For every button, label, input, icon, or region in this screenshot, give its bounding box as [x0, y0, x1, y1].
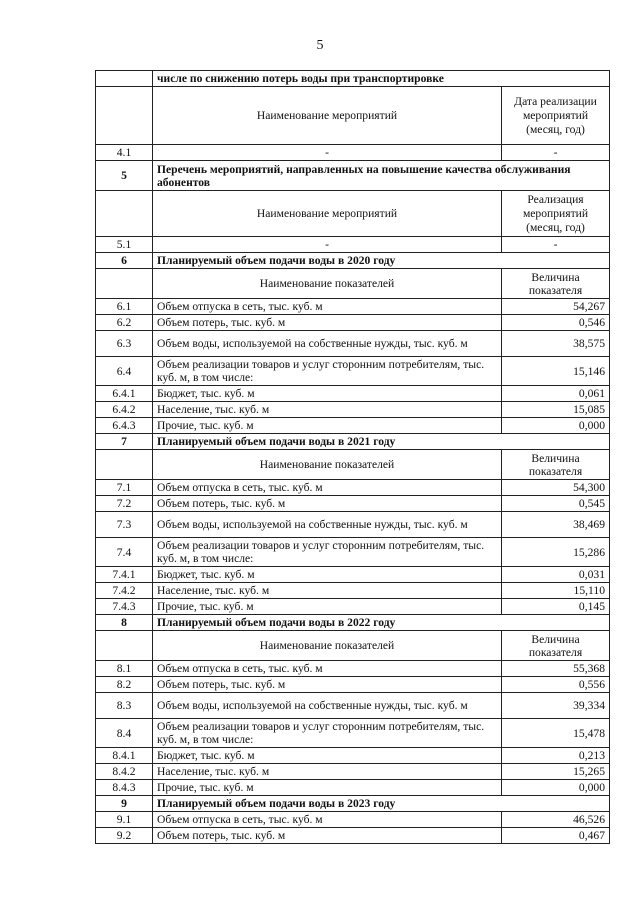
- row-name: -: [153, 145, 502, 161]
- year-title: Планируемый объем подачи воды в 2023 году: [153, 796, 610, 812]
- row-value: 54,267: [502, 299, 610, 315]
- measures-table: [95, 70, 610, 844]
- row-number: 6.4.1: [96, 386, 153, 402]
- table-row: [96, 677, 610, 693]
- row-value: 46,526: [502, 812, 610, 828]
- row-value: 0,031: [502, 567, 610, 583]
- table-row: [96, 780, 610, 796]
- row-name: Объем отпуска в сеть, тыс. куб. м: [153, 480, 502, 496]
- row-value: 55,368: [502, 661, 610, 677]
- row-name: Бюджет, тыс. куб. м: [153, 567, 502, 583]
- row-name: Прочие, тыс. куб. м: [153, 599, 502, 615]
- year-number: 8: [96, 615, 153, 631]
- sec4-col-measures: Наименование мероприятий: [153, 87, 502, 145]
- table-row: [96, 583, 610, 599]
- year-title: Планируемый объем подачи воды в 2022 году: [153, 615, 610, 631]
- year-number: 6: [96, 253, 153, 269]
- row-number: 7.3: [96, 512, 153, 538]
- table-row: [96, 315, 610, 331]
- table-row: [96, 719, 610, 748]
- year-header-num-cell: [96, 269, 153, 299]
- table-row: [96, 538, 610, 567]
- row-name: Население, тыс. куб. м: [153, 764, 502, 780]
- row-name: Бюджет, тыс. куб. м: [153, 386, 502, 402]
- table-row: [96, 496, 610, 512]
- row-number: 4.1: [96, 145, 153, 161]
- col-value-header: Величина показателя: [502, 450, 610, 480]
- table-row: [96, 145, 610, 161]
- row-name: Объем потерь, тыс. куб. м: [153, 315, 502, 331]
- row-name: Объем потерь, тыс. куб. м: [153, 677, 502, 693]
- year-header-row: [96, 450, 610, 480]
- row-name: Объем воды, используемой на собственные нужды, тыс. куб. м: [153, 512, 502, 538]
- row-number: 6.1: [96, 299, 153, 315]
- row-number: 8.4.1: [96, 748, 153, 764]
- row-number: 7.4.2: [96, 583, 153, 599]
- row-value: 0,467: [502, 828, 610, 844]
- row-value: -: [502, 145, 610, 161]
- sec5-header-row: [96, 191, 610, 237]
- row-number: 8.4: [96, 719, 153, 748]
- table-row: [96, 599, 610, 615]
- row-number: 6.4.2: [96, 402, 153, 418]
- row-number: 9.2: [96, 828, 153, 844]
- year-title-row: [96, 253, 610, 269]
- year-title: Планируемый объем подачи воды в 2020 году: [153, 253, 610, 269]
- sec5-title: Перечень мероприятий, направленных на повышение качества обслуживания абонентов: [153, 161, 610, 191]
- row-name: Объем реализации товаров и услуг сторонним потребителям, тыс. куб. м, в том числе:: [153, 538, 502, 567]
- sec4-header-row: [96, 87, 610, 145]
- year-header-num-cell: [96, 450, 153, 480]
- row-value: 15,146: [502, 357, 610, 386]
- row-number: 8.2: [96, 677, 153, 693]
- year-title-row: [96, 796, 610, 812]
- table-row: [96, 764, 610, 780]
- sec5-col-measures: Наименование мероприятий: [153, 191, 502, 237]
- sec4-col-date: Дата реализации мероприятий (месяц, год): [502, 87, 610, 145]
- table-row: [96, 386, 610, 402]
- col-value-header: Величина показателя: [502, 269, 610, 299]
- table-row: [96, 480, 610, 496]
- row-value: 0,213: [502, 748, 610, 764]
- sec5-col-date: Реализация мероприятий (месяц, год): [502, 191, 610, 237]
- row-number: 8.4.2: [96, 764, 153, 780]
- row-number: 9.1: [96, 812, 153, 828]
- row-name: Объем реализации товаров и услуг сторонним потребителям, тыс. куб. м, в том числе:: [153, 719, 502, 748]
- caption-row: [96, 71, 610, 87]
- row-number: 7.1: [96, 480, 153, 496]
- table-row: [96, 828, 610, 844]
- row-value: 15,478: [502, 719, 610, 748]
- year-header-row: [96, 269, 610, 299]
- row-name: Объем потерь, тыс. куб. м: [153, 828, 502, 844]
- row-value: 15,110: [502, 583, 610, 599]
- sec5-header-num-cell: [96, 191, 153, 237]
- row-name: Объем воды, используемой на собственные нужды, тыс. куб. м: [153, 331, 502, 357]
- row-number: 8.1: [96, 661, 153, 677]
- row-name: Прочие, тыс. куб. м: [153, 418, 502, 434]
- row-value: 0,556: [502, 677, 610, 693]
- row-name: Бюджет, тыс. куб. м: [153, 748, 502, 764]
- row-value: 0,545: [502, 496, 610, 512]
- year-header-row: [96, 631, 610, 661]
- table-row: [96, 418, 610, 434]
- row-number: 6.2: [96, 315, 153, 331]
- table-row: [96, 331, 610, 357]
- row-number: 8.3: [96, 693, 153, 719]
- sec5-number: 5: [96, 161, 153, 191]
- caption-num-cell: [96, 71, 153, 87]
- row-name: Объем отпуска в сеть, тыс. куб. м: [153, 812, 502, 828]
- row-number: 6.3: [96, 331, 153, 357]
- table-row: [96, 693, 610, 719]
- table-row: [96, 402, 610, 418]
- table-row: [96, 357, 610, 386]
- row-value: 39,334: [502, 693, 610, 719]
- table-row: [96, 812, 610, 828]
- table-row: [96, 567, 610, 583]
- row-number: 6.4: [96, 357, 153, 386]
- row-number: 7.4.1: [96, 567, 153, 583]
- row-value: 38,575: [502, 331, 610, 357]
- year-number: 7: [96, 434, 153, 450]
- year-header-num-cell: [96, 631, 153, 661]
- year-number: 9: [96, 796, 153, 812]
- table-row: [96, 237, 610, 253]
- row-number: 7.4: [96, 538, 153, 567]
- row-name: Население, тыс. куб. м: [153, 402, 502, 418]
- col-name-header: Наименование показателей: [153, 450, 502, 480]
- row-value: 54,300: [502, 480, 610, 496]
- col-name-header: Наименование показателей: [153, 269, 502, 299]
- table-row: [96, 661, 610, 677]
- row-name: -: [153, 237, 502, 253]
- row-number: 5.1: [96, 237, 153, 253]
- year-title-row: [96, 434, 610, 450]
- year-title: Планируемый объем подачи воды в 2021 году: [153, 434, 610, 450]
- year-title-row: [96, 615, 610, 631]
- table-row: [96, 512, 610, 538]
- row-value: 0,000: [502, 780, 610, 796]
- table-row: [96, 299, 610, 315]
- row-number: 7.4.3: [96, 599, 153, 615]
- row-value: 15,085: [502, 402, 610, 418]
- col-value-header: Величина показателя: [502, 631, 610, 661]
- row-value: 15,286: [502, 538, 610, 567]
- row-name: Объем отпуска в сеть, тыс. куб. м: [153, 299, 502, 315]
- col-name-header: Наименование показателей: [153, 631, 502, 661]
- page-number: 5: [316, 38, 324, 53]
- sec4-header-num-cell: [96, 87, 153, 145]
- row-name: Население, тыс. куб. м: [153, 583, 502, 599]
- row-number: 6.4.3: [96, 418, 153, 434]
- row-name: Объем отпуска в сеть, тыс. куб. м: [153, 661, 502, 677]
- years-section: [96, 253, 610, 844]
- row-name: Объем реализации товаров и услуг сторонним потребителям, тыс. куб. м, в том числе:: [153, 357, 502, 386]
- row-value: -: [502, 237, 610, 253]
- row-number: 8.4.3: [96, 780, 153, 796]
- row-value: 38,469: [502, 512, 610, 538]
- row-name: Объем потерь, тыс. куб. м: [153, 496, 502, 512]
- row-value: 0,546: [502, 315, 610, 331]
- row-name: Объем воды, используемой на собственные нужды, тыс. куб. м: [153, 693, 502, 719]
- row-value: 0,145: [502, 599, 610, 615]
- top-caption: числе по снижению потерь воды при транспортировке: [153, 71, 610, 87]
- sec5-title-row: [96, 161, 610, 191]
- table-row: [96, 748, 610, 764]
- row-name: Прочие, тыс. куб. м: [153, 780, 502, 796]
- row-value: 0,061: [502, 386, 610, 402]
- row-number: 7.2: [96, 496, 153, 512]
- row-value: 15,265: [502, 764, 610, 780]
- row-value: 0,000: [502, 418, 610, 434]
